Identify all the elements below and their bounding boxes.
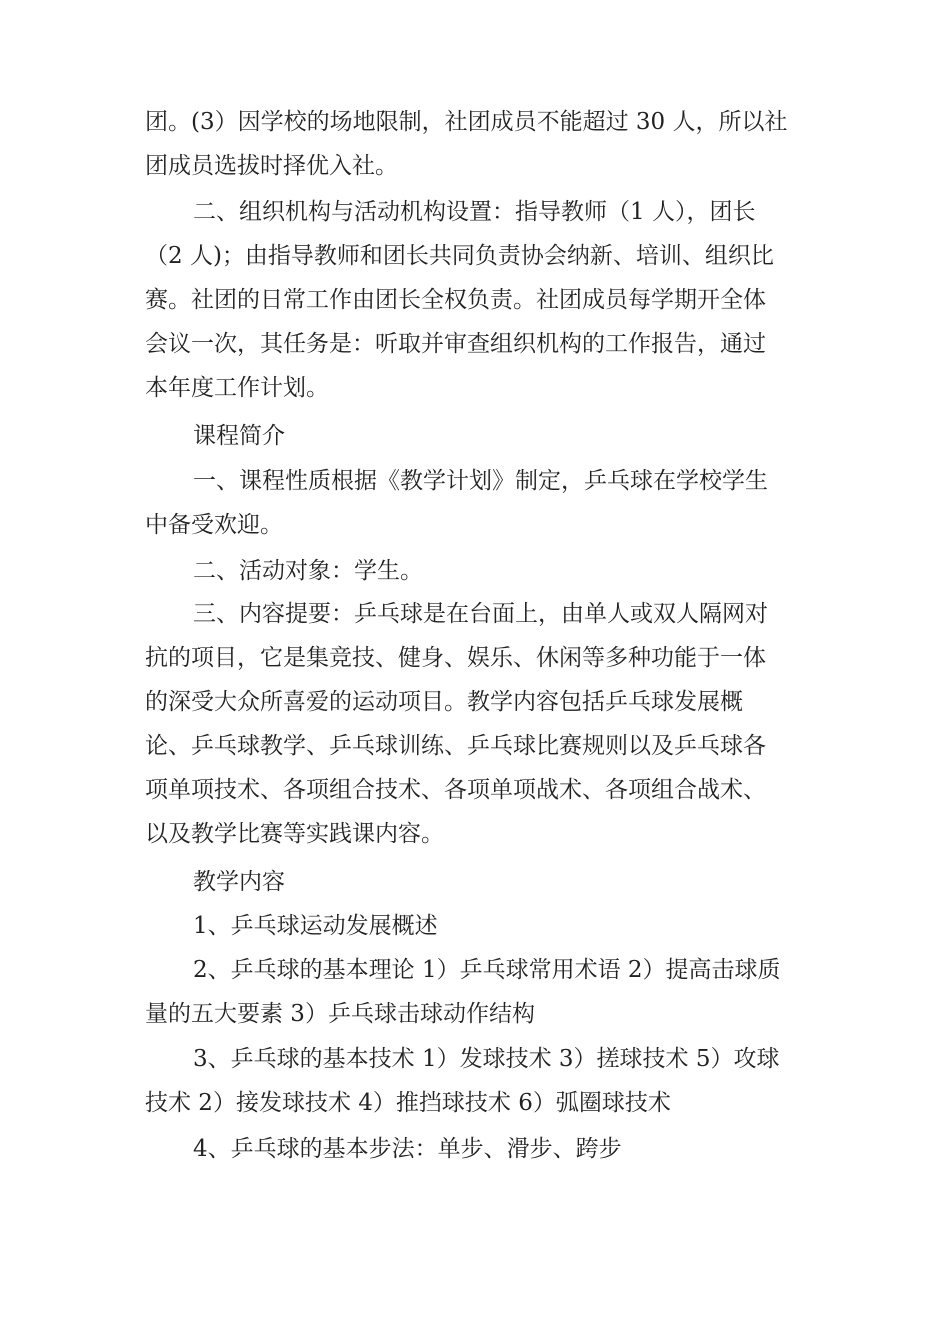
text-line: 1、乒乓球运动发展概述 [193,913,438,939]
text-line: 量的五大要素 3）乒乓球击球动作结构 [145,1001,535,1027]
text-line: 中备受欢迎。 [145,512,283,538]
list-item-1 [145,904,805,948]
text-line: 二、组织机构与活动机构设置：指导教师（1 人），团长 [193,199,756,225]
text-line: 项单项技术、各项组合技术、各项单项战术、各项组合战术、 [145,777,766,803]
text-line: 二、活动对象：学生。 [193,558,423,584]
section-heading: 课程简介 [193,423,285,449]
text-line: 技术 2）接发球技术 4）推挡球技术 6）弧圈球技术 [145,1090,671,1116]
text-line: 会议一次，其任务是：听取并审查组织机构的工作报告，通过 [145,331,766,357]
text-line: 本年度工作计划。 [145,375,329,401]
paragraph-target-audience [145,549,805,593]
text-line: 4、乒乓球的基本步法：单步、滑步、跨步 [193,1136,622,1162]
text-line: 2、乒乓球的基本理论 1）乒乓球常用术语 2）提高击球质 [193,957,781,983]
paragraph-content-summary [145,592,805,856]
paragraph-organization [145,190,805,410]
text-line: 团。(3）因学校的场地限制，社团成员不能超过 30 人，所以社 [145,109,788,135]
paragraph-membership-limit [145,100,805,188]
text-line: 以及教学比赛等实践课内容。 [145,821,444,847]
text-line: 一、课程性质根据《教学计划》制定，乒乓球在学校学生 [193,468,768,494]
text-line: 3、乒乓球的基本技术 1）发球技术 3）搓球技术 5）攻球 [193,1046,780,1072]
text-line: （2 人)；由指导教师和团长共同负责协会纳新、培训、组织比 [145,243,774,269]
paragraph-course-nature [145,459,805,547]
text-line: 论、乒乓球教学、乒乓球训练、乒乓球比赛规则以及乒乓球各 [145,733,766,759]
heading-course-intro [145,414,805,458]
section-heading: 教学内容 [193,869,285,895]
text-line: 赛。社团的日常工作由团长全权负责。社团成员每学期开全体 [145,287,766,313]
text-line: 的深受大众所喜爱的运动项目。教学内容包括乒乓球发展概 [145,689,743,715]
list-item-4 [145,1127,805,1171]
list-item-2 [145,948,805,1036]
list-item-3 [145,1037,805,1125]
heading-teaching-content [145,860,805,904]
text-line: 团成员选拔时择优入社。 [145,153,398,179]
text-line: 抗的项目，它是集竞技、健身、娱乐、休闲等多种功能于一体 [145,645,766,671]
text-line: 三、内容提要：乒乓球是在台面上，由单人或双人隔网对 [193,601,768,627]
